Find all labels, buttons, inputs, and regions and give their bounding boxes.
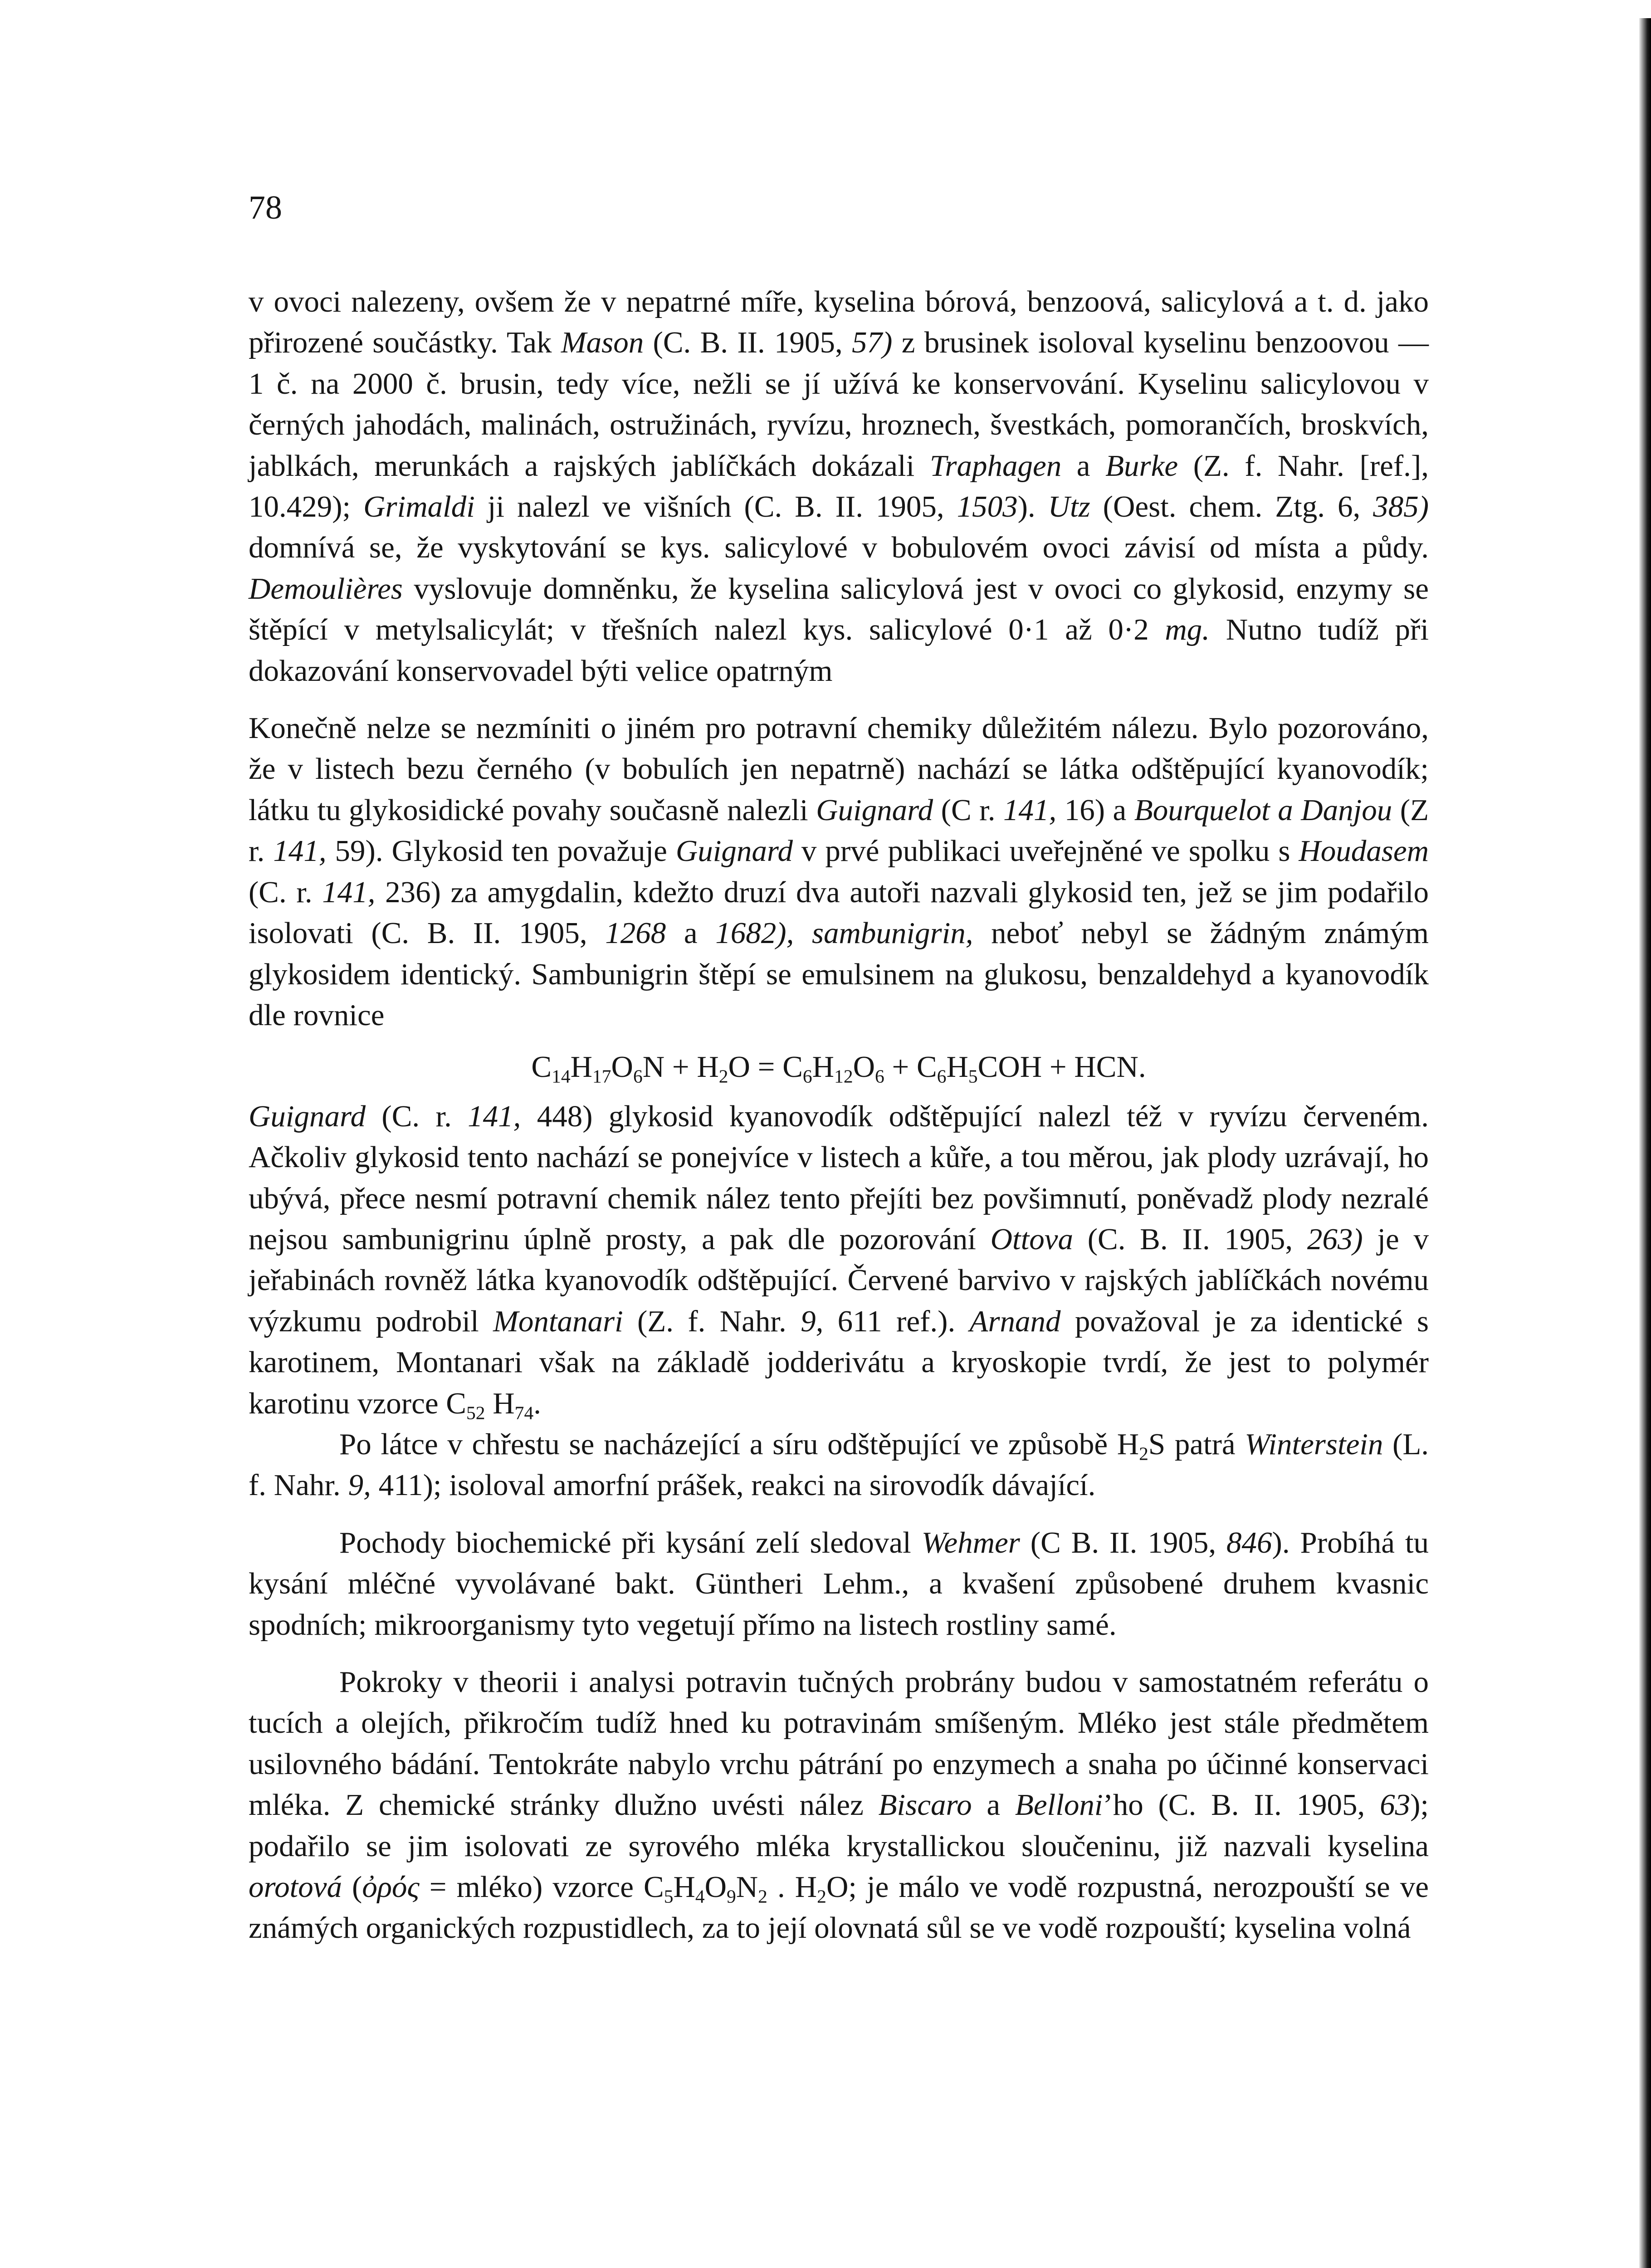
subscript: 6	[633, 1066, 643, 1087]
paragraph-4	[249, 1424, 1429, 1506]
chemical-equation	[249, 1046, 1429, 1087]
text-run: N + H	[642, 1050, 719, 1084]
subscript: 5	[968, 1066, 978, 1087]
italic-text: 263)	[1307, 1222, 1363, 1256]
text-run: = mléko) vzorce C	[419, 1870, 664, 1904]
italic-text: 1503	[957, 490, 1018, 524]
text-run: H	[946, 1050, 968, 1084]
subscript: 14	[552, 1066, 571, 1087]
italic-text: 141,	[1003, 793, 1057, 827]
italic-text: ὀρός	[362, 1870, 420, 1904]
italic-text: 1682), sambunigrin,	[715, 916, 973, 950]
subscript: 2	[817, 1886, 826, 1907]
subscript: 52	[466, 1402, 485, 1423]
text-run: H	[485, 1386, 515, 1420]
text-run: + C	[884, 1050, 937, 1084]
paragraph-5	[249, 1522, 1429, 1645]
text-run: považoval je za identické s karotinem, Montanari však na základě jodderivátu a kryoskopie tvrdí, že jest to polymér karotinu vzorce C	[249, 1304, 1429, 1420]
italic-text: 63	[1380, 1788, 1411, 1822]
text-run: O	[704, 1870, 727, 1904]
text-run: Pochody biochemické při kysání zelí sledoval	[339, 1525, 922, 1559]
text-run: (C. r.	[249, 875, 322, 909]
italic-text: Ottova	[990, 1222, 1073, 1256]
subscript: 4	[695, 1886, 705, 1907]
subscript: 17	[592, 1066, 611, 1087]
text-run: (L. f. Nahr.	[249, 1427, 1429, 1502]
subscript: 6	[802, 1066, 812, 1087]
text-run: S patrá	[1148, 1427, 1245, 1461]
italic-text: Guignard	[816, 793, 933, 827]
text-run: a	[666, 916, 716, 950]
italic-text: 141,	[468, 1099, 521, 1133]
text-run: a	[1061, 449, 1106, 483]
italic-text: Belloni	[1015, 1788, 1103, 1822]
subscript: 2	[1139, 1443, 1148, 1464]
text-run: Nutno tudíž při dokazování konservovadel býti velice opatrným	[249, 613, 1429, 688]
text-run: je v jeřabinách rovněž látka kyanovodík odštěpující. Červené barvivo v rajských jablíčkách novému výzkumu podrobil	[249, 1222, 1429, 1338]
italic-text: Winterstein	[1245, 1427, 1383, 1461]
text-run: H	[812, 1050, 835, 1084]
subscript: 5	[664, 1886, 674, 1907]
italic-text: Houdasem	[1299, 834, 1429, 868]
italic-text: 141,	[322, 875, 376, 909]
italic-text: Wehmer	[921, 1525, 1020, 1559]
italic-text: Demoulières	[249, 572, 403, 606]
text-run: neboť nebyl se žádným známým glykosidem identický. Sambunigrin štěpí se emulsinem na glukosu, benzaldehyd a kyanovodík dle rovnice	[249, 916, 1429, 1032]
text-run: Konečně nelze se nezmíniti o jiném pro potravní chemiky důležitém nálezu. Bylo pozorováno, že v listech bezu černého (v bobulích jen nepatrně) nachází se látka odštěpující kyanovodík; látku tu glykosidické povahy současně nalezli	[249, 711, 1429, 827]
text-run: vyslovuje domněnku, že kyselina salicylová jest v ovoci co glykosid, enzymy se štěpící v metylsalicylát; v třešních nalezl kys. salicylové 0·1 až 0·2	[249, 572, 1429, 647]
text-run: z brusinek isoloval kyselinu benzoovou — 1 č. na 2000 č. brusin, tedy více, nežli se jí užívá ke konservování. Kyselinu salicylovou v černých jahodách, malinách, ostružinách, ryvízu, hroznech, švestkách, pomorančích, broskvích, jablkách, merunkách a rajských jablíčkách dokázali	[249, 326, 1429, 483]
text-run: v ovoci nalezeny, ovšem že v nepatrné míře, kyselina bórová, benzoová, salicylová a t. d. jako přirozené součástky. Tak	[249, 285, 1429, 360]
italic-text: Montanari	[493, 1304, 623, 1338]
italic-text: Traphagen	[929, 449, 1062, 483]
text-run: (C r.	[933, 793, 1004, 827]
subscript: 9	[727, 1886, 736, 1907]
text-run: ji nalezl ve višních (C. B. II. 1905,	[474, 490, 957, 524]
text-run: (Z r.	[249, 793, 1429, 868]
italic-text: orotová	[249, 1870, 342, 1904]
subscript: 6	[937, 1066, 947, 1087]
text-run: 411); isoloval amorfní prášek, reakci na sirovodík dávající.	[371, 1468, 1096, 1502]
body-text	[249, 281, 1429, 1949]
italic-text: 385)	[1373, 490, 1429, 524]
paragraph-1	[249, 281, 1429, 691]
italic-text: Biscaro	[878, 1788, 972, 1822]
italic-text: 846	[1226, 1525, 1272, 1559]
text-run: (Z. f. Nahr. [ref.], 10.429);	[249, 449, 1429, 524]
italic-text: Utz	[1048, 490, 1090, 524]
text-run: domnívá se, že vyskytování se kys. salicylové v bobulovém ovoci závisí od místa a půdy.	[249, 531, 1429, 565]
text-run: (C. B. II. 1905,	[644, 326, 852, 360]
italic-text: Guignard	[249, 1099, 366, 1133]
text-run: O = C	[728, 1050, 803, 1084]
text-run: (Oest. chem. Ztg. 6,	[1090, 490, 1373, 524]
italic-text: 57)	[852, 326, 893, 360]
paragraph-6	[249, 1662, 1429, 1949]
text-run: N	[736, 1870, 758, 1904]
text-run: ’ho (C. B. II. 1905,	[1103, 1788, 1380, 1822]
italic-text: 1268	[605, 916, 666, 950]
text-run: 16) a	[1056, 793, 1134, 827]
text-run: 59). Glykosid ten považuje	[326, 834, 676, 868]
text-run: O	[853, 1050, 875, 1084]
subscript: 12	[834, 1066, 853, 1087]
text-run: O	[611, 1050, 633, 1084]
text-run: 611 ref.).	[823, 1304, 970, 1338]
italic-text: Bourquelot a Danjou	[1134, 793, 1392, 827]
text-run: ); podařilo se jim isolovati ze syrového mléka krystallickou sloučeninu, již nazvali kyselina	[249, 1788, 1429, 1863]
text-run: C	[531, 1050, 552, 1084]
page-number: 78	[249, 189, 282, 226]
italic-text: Arnand	[969, 1304, 1061, 1338]
paragraph-2	[249, 708, 1429, 1036]
text-run: COH + HCN.	[977, 1050, 1146, 1084]
text-run: Pokroky v theorii i analysi potravin tučných probrány budou v samostatném referátu o tucích a olejích, přikročím tudíž hned ku potravinám smíšeným. Mléko jest stále předmětem usilovného bádání. Tentokráte nabylo vrchu pátrání po enzymech a snaha po účinné konservaci mléka. Z chemické stránky dlužno uvésti nález	[249, 1665, 1429, 1822]
text-run: (C B. II. 1905,	[1020, 1525, 1227, 1559]
page-edge-shadow	[1639, 18, 1651, 2268]
text-run: (Z. f. Nahr.	[623, 1304, 801, 1338]
text-run: O; je málo ve vodě rozpustná, nerozpouští se ve známých organických rozpustidlech, za to její olovnatá sůl se ve vodě rozpouští; kyselina volná	[249, 1870, 1429, 1945]
paragraph-3	[249, 1096, 1429, 1424]
text-run: a	[972, 1788, 1015, 1822]
text-run: Po látce v chřestu se nacházející a síru odštěpující ve způsobě H	[339, 1427, 1139, 1461]
italic-text: Guignard	[675, 834, 793, 868]
italic-text: mg.	[1165, 613, 1210, 647]
text-run: ). Probíhá tu kysání mléčné vyvolávané bakt. Güntheri Lehm., a kvašení způsobené druhem kvasnic spodních; mikroorganismy tyto vegetují přímo na listech rostliny samé.	[249, 1525, 1429, 1642]
text-run: H	[673, 1870, 695, 1904]
italic-text: 141,	[273, 834, 327, 868]
text-run: (C. r.	[366, 1099, 468, 1133]
italic-text: 9,	[348, 1468, 371, 1502]
italic-text: Grimaldi	[363, 490, 475, 524]
text-run: .	[533, 1386, 541, 1420]
text-run: 448) glykosid kyanovodík odštěpující nalezl též v ryvízu červeném. Ačkoliv glykosid tento nachází se ponejvíce v listech a kůře, a tou měrou, jak plody uzrávají, ho ubývá, přece nesmí potravní chemik nález tento přejíti bez povšimnutí, poněvadž plody nezralé nejsou sambunigrinu úplně prosty, a pak dle pozorování	[249, 1099, 1429, 1256]
text-run: ).	[1017, 490, 1048, 524]
text-run: v prvé publikaci uveřejněné ve spolku s	[792, 834, 1299, 868]
subscript: 74	[514, 1402, 534, 1423]
subscript: 2	[718, 1066, 728, 1087]
subscript: 2	[758, 1886, 767, 1907]
text-run: 236) za amygdalin, kdežto druzí dva autoři nazvali glykosid ten, jež se jim podařilo isolovati (C. B. II. 1905,	[249, 875, 1429, 950]
italic-text: 9,	[801, 1304, 824, 1338]
text-run: (	[342, 1870, 362, 1904]
text-run: H	[570, 1050, 593, 1084]
italic-text: Burke	[1105, 449, 1178, 483]
italic-text: Mason	[561, 326, 644, 360]
subscript: 6	[874, 1066, 884, 1087]
text-run: . H	[767, 1870, 817, 1904]
text-run: (C. B. II. 1905,	[1073, 1222, 1307, 1256]
